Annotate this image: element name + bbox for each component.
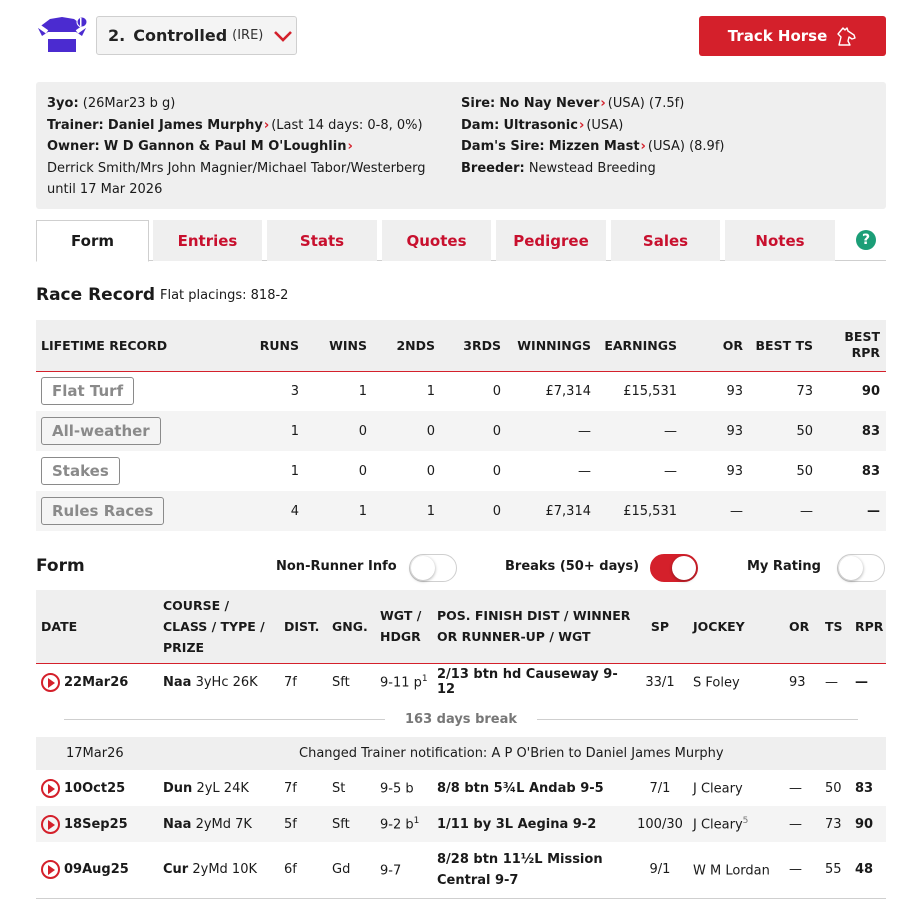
track-horse-label: Track Horse [727, 27, 828, 45]
sire-line [461, 93, 881, 115]
info-right-column [461, 93, 881, 179]
break-text: 163 days break [404, 711, 518, 727]
sire-extra: (USA) (7.5f) [607, 96, 685, 111]
damsire-link[interactable]: Mizzen Mast [548, 139, 640, 154]
col-lifetime-record: LIFETIME RECORD [36, 320, 232, 371]
record-type-button[interactable]: Stakes [41, 457, 120, 485]
col-sp: SP [632, 590, 688, 663]
record-type-button[interactable]: Flat Turf [41, 377, 134, 405]
record-best-rpr: — [819, 491, 886, 531]
non-runner-info-toggle[interactable] [409, 554, 457, 582]
race-course[interactable]: Cur [163, 862, 189, 878]
record-runs: 4 [232, 491, 305, 531]
non-runner-info-label: Non-Runner Info [276, 559, 397, 574]
race-sp: 100/30 [632, 806, 688, 842]
race-class: 3yHc 26K [195, 674, 258, 690]
breeder-line [461, 158, 881, 180]
col-wgt-line1: WGT / [380, 608, 422, 624]
record-winnings: — [507, 411, 597, 451]
record-3rds: 0 [441, 411, 507, 451]
owner-line [47, 136, 452, 158]
chevron-down-icon [273, 29, 293, 43]
trainer-line [47, 115, 452, 137]
table-row [36, 806, 886, 842]
divider [64, 719, 385, 720]
tab-quotes[interactable]: Quotes [382, 220, 491, 261]
record-best-ts: 73 [796, 383, 813, 399]
col-pos-line2: OR RUNNER-UP / WGT [437, 629, 591, 645]
race-ts: 50 [825, 780, 842, 796]
col-course-line2: CLASS / TYPE / [163, 618, 265, 634]
horse-selector-dropdown[interactable] [96, 16, 297, 55]
col-ts: TS [820, 590, 850, 663]
race-date-link[interactable]: 10Oct25 [64, 780, 126, 796]
col-jockey: JOCKEY [688, 590, 784, 663]
wgt-superscript: 1 [413, 815, 420, 826]
table-row [36, 842, 886, 898]
race-going: Sft [327, 806, 375, 842]
runner-number: 2. [108, 26, 126, 45]
tab-pedigree[interactable]: Pedigree [496, 220, 606, 261]
record-3rds: 0 [441, 491, 507, 531]
race-dist: 5f [279, 806, 327, 842]
dam-label: Dam: [461, 117, 500, 133]
record-wins: 0 [305, 411, 373, 451]
record-runs: 3 [290, 383, 299, 399]
toggle-knob [839, 556, 863, 580]
record-best-rpr: 90 [861, 383, 880, 399]
race-date-link[interactable]: 18Sep25 [64, 816, 128, 832]
age-line [47, 93, 452, 115]
dam-extra: (USA) [586, 117, 624, 133]
record-3rds: 0 [492, 383, 501, 399]
record-runs: 1 [232, 411, 305, 451]
col-3rds: 3RDS [441, 320, 507, 371]
race-or: — [789, 862, 802, 878]
damsire-line [461, 136, 881, 158]
trainer-label: Trainer: [47, 117, 104, 133]
notification-text: Changed Trainer notification: A P O'Brien to Daniel James Murphy [158, 737, 886, 770]
tab-stats[interactable]: Stats [267, 220, 377, 261]
race-date-link[interactable]: 22Mar26 [64, 674, 129, 690]
owner-extra-2: until 17 Mar 2026 [47, 182, 163, 197]
race-course[interactable]: Dun [163, 780, 193, 796]
horse-name: Controlled [133, 26, 228, 45]
race-sp: 9/1 [649, 862, 671, 878]
wgt-value: 9-5 b [380, 781, 414, 797]
record-or: 93 [726, 463, 743, 479]
play-video-icon[interactable] [41, 779, 60, 798]
col-or: OR [683, 320, 749, 371]
table-row [36, 371, 886, 411]
form-header [36, 590, 886, 663]
record-wins: 1 [358, 383, 367, 399]
breeder-label: Breeder: [461, 160, 525, 176]
record-best-ts: 50 [796, 463, 813, 479]
race-wgt [375, 842, 432, 898]
race-ts: 55 [825, 862, 842, 878]
chevron-right-icon: › [640, 139, 646, 154]
lifetime-record-table [36, 320, 886, 531]
age-label: 3yo: [47, 96, 79, 111]
breaks-label: Breaks (50+ days) [505, 559, 640, 574]
jockey-name[interactable]: S Foley [693, 675, 740, 691]
breeder-name: Newstead Breeding [528, 160, 656, 176]
form-table [36, 590, 886, 899]
race-position: 2/13 btn hd Causeway 9-12 [437, 667, 618, 698]
record-type-button[interactable]: Rules Races [41, 497, 164, 525]
form-title: Form [36, 556, 85, 576]
record-earnings: — [664, 463, 677, 479]
record-or: 93 [683, 411, 749, 451]
sire-link[interactable]: No Nay Never [499, 96, 600, 111]
record-best-rpr: 83 [861, 463, 880, 479]
jockey-superscript: 5 [742, 815, 749, 826]
race-record-title: Race Record [36, 285, 156, 305]
record-2nds: 0 [373, 411, 441, 451]
record-runs: 1 [290, 463, 299, 479]
dam-line [461, 115, 881, 137]
race-or: 93 [789, 674, 806, 690]
record-best-ts: — [749, 491, 819, 531]
col-dist: DIST. [279, 590, 327, 663]
chevron-right-icon: › [600, 96, 606, 111]
play-video-icon[interactable] [41, 860, 60, 879]
wgt-value: 9-7 [380, 862, 402, 878]
table-row [36, 491, 886, 531]
track-horse-button[interactable] [699, 16, 886, 56]
race-wgt [375, 663, 432, 701]
race-rpr: 48 [855, 862, 874, 878]
race-position [432, 842, 632, 898]
col-wgt-line2: HDGR [380, 629, 421, 645]
divider [537, 719, 858, 720]
race-class: 2yMd 7K [195, 816, 252, 832]
my-rating-toggle[interactable] [837, 554, 885, 582]
horse-country: (IRE) [232, 28, 264, 43]
col-course [158, 590, 279, 663]
race-wgt [375, 806, 432, 842]
race-jockey [688, 842, 784, 898]
race-rpr: 90 [850, 806, 886, 842]
col-2nds: 2NDS [373, 320, 441, 371]
table-row [36, 663, 886, 701]
race-rpr: — [855, 674, 868, 690]
horse-head-icon [835, 26, 857, 46]
notification-date: 17Mar26 [36, 737, 158, 770]
position-line1: 8/28 btn 11½L Mission [437, 851, 603, 867]
race-going: Sft [332, 674, 350, 690]
col-earnings: EARNINGS [597, 320, 683, 371]
record-winnings: — [578, 463, 591, 479]
record-earnings: £15,531 [597, 491, 683, 531]
table-row [36, 411, 886, 451]
tab-notes[interactable]: Notes [725, 220, 835, 261]
col-winnings: WINNINGS [507, 320, 597, 371]
wgt-value: 9-11 p [380, 675, 422, 691]
horse-tabs [36, 220, 886, 261]
record-type-button[interactable]: All-weather [41, 417, 161, 445]
race-position: 8/8 btn 5¾L Andab 9-5 [437, 780, 604, 796]
race-going: Gd [332, 862, 351, 878]
col-position [432, 590, 632, 663]
race-sp: 7/1 [649, 780, 671, 796]
race-position: 1/11 by 3L Aegina 9-2 [432, 806, 632, 842]
chevron-right-icon: › [578, 117, 585, 133]
sire-label: Sire: [461, 96, 496, 111]
record-or: — [683, 491, 749, 531]
record-winnings: £7,314 [507, 491, 597, 531]
position-line2: Central 9-7 [437, 872, 519, 888]
col-best-rpr-line1: BEST [844, 329, 880, 345]
record-earnings: — [597, 411, 683, 451]
col-runs: RUNS [232, 320, 305, 371]
jockey-name[interactable]: J Cleary [693, 781, 743, 797]
race-date-link[interactable]: 09Aug25 [64, 862, 129, 878]
trainer-link[interactable]: Daniel James Murphy [107, 117, 263, 133]
col-wgt [375, 590, 432, 663]
wgt-value: 9-2 b [380, 817, 414, 833]
age-value: (26Mar23 b g) [82, 96, 176, 111]
record-3rds: 0 [492, 463, 501, 479]
owner-label: Owner: [47, 139, 100, 154]
col-best-rpr-line2: RPR [851, 345, 880, 361]
record-2nds: 1 [426, 383, 435, 399]
record-wins: 1 [305, 491, 373, 531]
jockey-name[interactable]: W M Lordan [693, 862, 770, 878]
race-rpr: 83 [855, 780, 874, 796]
record-2nds: 1 [373, 491, 441, 531]
chevron-right-icon: › [263, 117, 270, 133]
table-row [36, 770, 886, 806]
toggle-knob [411, 556, 435, 580]
race-or: — [784, 806, 820, 842]
race-class: 2yMd 10K [192, 862, 257, 878]
jockey-silks-icon [36, 16, 88, 54]
record-earnings: £15,531 [623, 383, 677, 399]
race-going: St [332, 780, 346, 796]
race-course[interactable]: Naa [163, 816, 192, 832]
play-video-icon[interactable] [41, 673, 60, 692]
col-going: GNG. [327, 590, 375, 663]
record-winnings: £7,314 [545, 383, 591, 399]
race-jockey [688, 770, 784, 806]
race-or: — [789, 780, 802, 796]
play-video-icon[interactable] [41, 815, 60, 834]
col-course-line1: COURSE / [163, 597, 230, 613]
tab-entries[interactable]: Entries [153, 220, 262, 261]
record-or: 93 [726, 383, 743, 399]
record-wins: 0 [358, 463, 367, 479]
wgt-superscript: 1 [421, 674, 428, 685]
jockey-name[interactable]: J Cleary [693, 817, 743, 833]
notification-row [36, 737, 886, 770]
tab-sales[interactable]: Sales [611, 220, 720, 261]
race-dist: 6f [284, 862, 297, 878]
toggle-knob [672, 556, 696, 580]
breaks-toggle[interactable] [650, 554, 698, 582]
col-date: DATE [36, 590, 158, 663]
race-wgt [375, 770, 432, 806]
record-best-rpr: 83 [819, 411, 886, 451]
race-dist: 7f [284, 780, 297, 796]
break-row [36, 701, 886, 737]
col-or: OR [784, 590, 820, 663]
col-best-rpr [819, 320, 886, 371]
trainer-stats: (Last 14 days: 0-8, 0%) [271, 117, 423, 133]
damsire-label: Dam's Sire: [461, 139, 545, 154]
col-wins: WINS [305, 320, 373, 371]
race-dist: 7f [284, 674, 297, 690]
help-icon[interactable]: ? [856, 230, 876, 250]
chevron-right-icon: › [347, 139, 353, 154]
record-best-ts: 50 [749, 411, 819, 451]
race-jockey [688, 806, 784, 842]
col-best-ts: BEST TS [749, 320, 819, 371]
col-rpr: RPR [850, 590, 886, 663]
col-course-line3: PRIZE [163, 639, 205, 655]
record-2nds: 0 [426, 463, 435, 479]
lifetime-record-header [36, 320, 886, 371]
dam-link[interactable]: Ultrasonic [503, 117, 578, 133]
race-ts: — [825, 674, 838, 690]
race-ts: 73 [820, 806, 850, 842]
race-course[interactable]: Naa [163, 674, 192, 690]
race-sp: 33/1 [645, 674, 675, 690]
race-class: 2yL 24K [196, 780, 249, 796]
col-pos-line1: POS. FINISH DIST / WINNER [437, 608, 631, 624]
race-jockey [688, 663, 784, 701]
horse-info-panel [36, 82, 886, 209]
flat-placings: Flat placings: 818-2 [160, 288, 289, 303]
tab-form[interactable]: Form [36, 220, 149, 262]
info-left-column [47, 93, 452, 201]
my-rating-label: My Rating [747, 559, 821, 574]
table-row [36, 451, 886, 491]
owner-extra-1: Derrick Smith/Mrs John Magnier/Michael Tabor/Westerberg [47, 160, 426, 176]
damsire-extra: (USA) (8.9f) [647, 139, 725, 154]
owner-link[interactable]: W D Gannon & Paul M O'Loughlin [103, 139, 347, 154]
